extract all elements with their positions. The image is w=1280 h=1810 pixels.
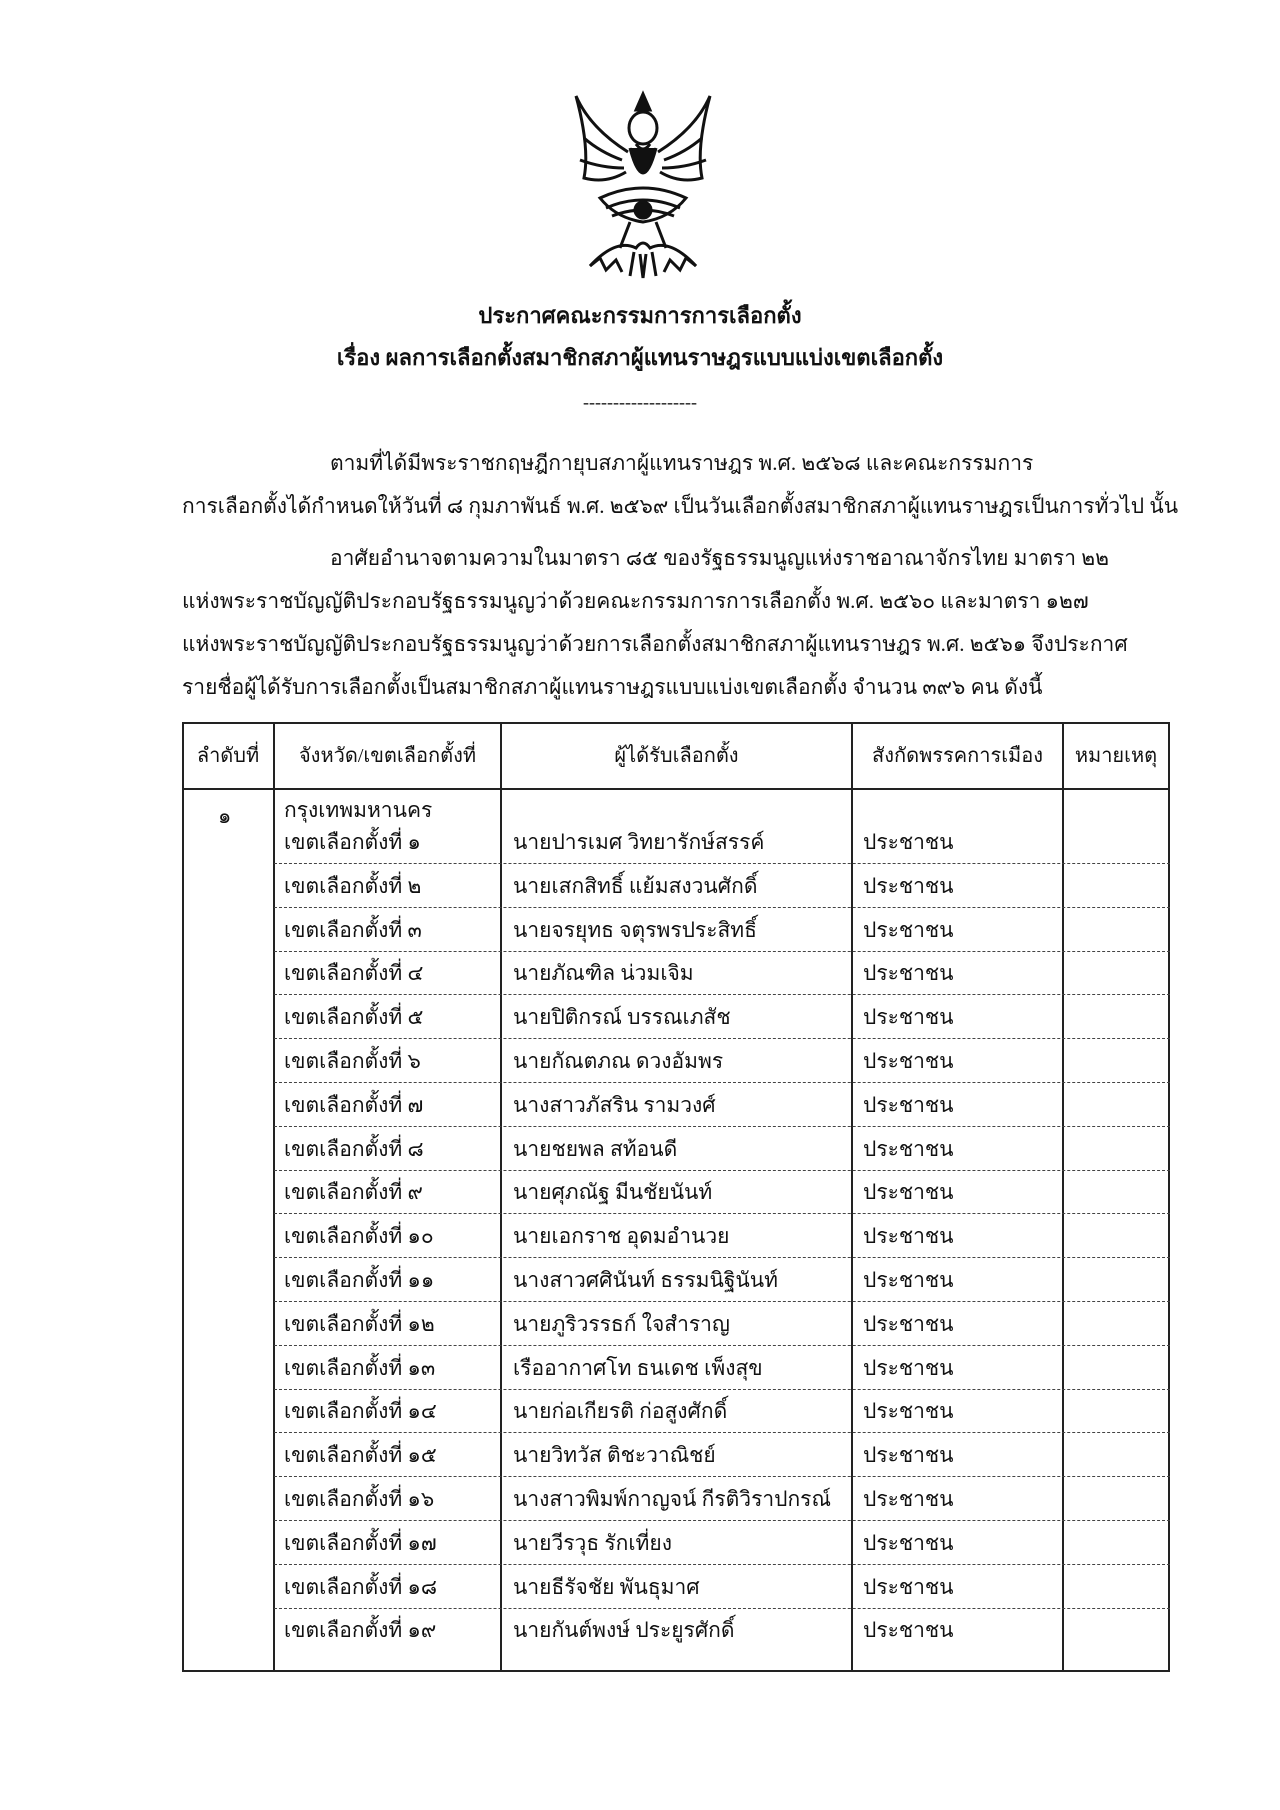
elected-name-cell: เรืออากาศโท ธนเดช เพ็งสุข	[513, 1355, 763, 1380]
district-cell: เขตเลือกตั้งที่ ๑๘	[284, 1574, 438, 1599]
row-separator	[274, 1082, 1170, 1083]
elected-name-cell: นายธีรัจชัย พันธุมาศ	[513, 1574, 700, 1599]
party-cell: ประชาชน	[863, 1530, 954, 1555]
elected-name-cell: นายชยพล สท้อนดี	[513, 1136, 678, 1161]
party-cell: ประชาชน	[863, 1049, 954, 1073]
elected-name-cell: นายศุภณัฐ มีนชัยนันท์	[513, 1180, 713, 1205]
elected-name-cell: นางสาวภัสริน รามวงศ์	[513, 1092, 716, 1117]
garuda-emblem	[570, 88, 716, 280]
row-separator	[274, 1564, 1170, 1565]
column-divider	[273, 722, 275, 1672]
table-left-border	[182, 722, 184, 1672]
column-divider	[1062, 722, 1064, 1672]
district-cell: เขตเลือกตั้งที่ ๖	[284, 1049, 421, 1073]
district-cell: เขตเลือกตั้งที่ ๑๖	[284, 1487, 435, 1511]
elected-name-cell: นายปารเมศ วิทยารักษ์สรรค์	[513, 830, 765, 854]
district-cell: เขตเลือกตั้งที่ ๑	[284, 830, 421, 854]
party-cell: ประชาชน	[863, 1574, 954, 1599]
party-cell: ประชาชน	[863, 1180, 954, 1205]
row-separator	[274, 1301, 1170, 1302]
column-divider	[500, 722, 502, 1672]
title-divider: -------------------	[583, 392, 697, 412]
district-cell: เขตเลือกตั้งที่ ๑๙	[284, 1618, 437, 1643]
header-district: จังหวัด/เขตเลือกตั้งที่	[298, 745, 477, 767]
elected-name-cell: นางสาวศศินันท์ ธรรมนิฐินันท์	[513, 1268, 778, 1292]
elected-name-cell: นายเสกสิทธิ์ แย้มสงวนศักดิ์	[513, 873, 758, 898]
elected-name-cell: นายวีรวุธ รักเที่ยง	[513, 1530, 672, 1555]
party-cell: ประชาชน	[863, 1092, 954, 1117]
row-separator	[274, 1520, 1170, 1521]
elected-name-cell: นายจรยุทธ จตุรพรประสิทธิ์	[513, 917, 757, 942]
party-cell: ประชาชน	[863, 1443, 954, 1468]
district-cell: เขตเลือกตั้งที่ ๓	[284, 917, 422, 942]
party-cell: ประชาชน	[863, 1136, 954, 1161]
district-cell: เขตเลือกตั้งที่ ๑๑	[284, 1268, 435, 1292]
row-separator	[274, 1476, 1170, 1477]
elected-name-cell: นายวิทวัส ติชะวาณิชย์	[513, 1443, 716, 1468]
paragraph-2-line-3: แห่งพระราชบัญญัติประกอบรัฐธรรมนูญว่าด้วยการเลือกตั้งสมาชิกสภาผู้แทนราษฎร พ.ศ. ๒๕๖๑ จึงประกาศ	[182, 632, 1128, 656]
elected-name-cell: นางสาวพิมพ์กาญจน์ กีรติวิราปกรณ์	[513, 1487, 831, 1511]
party-cell: ประชาชน	[863, 1268, 954, 1292]
district-cell: เขตเลือกตั้งที่ ๘	[284, 1136, 424, 1161]
row-separator	[274, 951, 1170, 952]
party-cell: ประชาชน	[863, 1224, 954, 1249]
announcement-title: ประกาศคณะกรรมการการเลือกตั้ง	[478, 303, 802, 328]
district-cell: เขตเลือกตั้งที่ ๑๒	[284, 1311, 435, 1336]
district-cell: เขตเลือกตั้งที่ ๑๐	[284, 1224, 434, 1249]
elected-name-cell: นายเอกราช อุดมอำนวย	[513, 1224, 730, 1249]
district-cell: เขตเลือกตั้งที่ ๙	[284, 1180, 423, 1205]
row-separator	[274, 1126, 1170, 1127]
elected-name-cell: นายกัณตภณ ดวงอัมพร	[513, 1049, 724, 1073]
table-header-border	[182, 788, 1170, 790]
row-separator	[274, 907, 1170, 908]
party-cell: ประชาชน	[863, 1311, 954, 1336]
row-separator	[274, 1345, 1170, 1346]
party-cell: ประชาชน	[863, 1399, 954, 1424]
paragraph-2-line-4: รายชื่อผู้ได้รับการเลือกตั้งเป็นสมาชิกสภาผู้แทนราษฎรแบบแบ่งเขตเลือกตั้ง จำนวน ๓๙๖ คน ดังนี้	[182, 675, 1043, 699]
row-separator	[274, 863, 1170, 864]
elected-name-cell: นายปิติกรณ์ บรรณเภสัช	[513, 1005, 731, 1030]
elected-name-cell: นายกันต์พงษ์ ประยูรศักดิ์	[513, 1618, 735, 1643]
party-cell: ประชาชน	[863, 830, 954, 854]
paragraph-1-line-1: ตามที่ได้มีพระราชกฤษฎีกายุบสภาผู้แทนราษฎร พ.ศ. ๒๕๖๘ และคณะกรรมการ	[330, 451, 1034, 475]
district-cell: เขตเลือกตั้งที่ ๑๗	[284, 1530, 437, 1555]
announcement-subject: เรื่อง ผลการเลือกตั้งสมาชิกสภาผู้แทนราษฎรแบบแบ่งเขตเลือกตั้ง	[336, 345, 944, 370]
party-cell: ประชาชน	[863, 1487, 954, 1511]
party-cell: ประชาชน	[863, 873, 954, 898]
district-cell: เขตเลือกตั้งที่ ๕	[284, 1005, 424, 1030]
seq-number: ๑	[218, 804, 232, 828]
district-cell: เขตเลือกตั้งที่ ๗	[284, 1092, 424, 1117]
header-remark: หมายเหตุ	[1074, 745, 1158, 767]
row-separator	[274, 994, 1170, 995]
elected-name-cell: นายก่อเกียรติ ก่อสูงศักดิ์	[513, 1399, 728, 1424]
party-cell: ประชาชน	[863, 1618, 954, 1643]
district-cell: เขตเลือกตั้งที่ ๑๓	[284, 1355, 436, 1380]
paragraph-2-line-2: แห่งพระราชบัญญัติประกอบรัฐธรรมนูญว่าด้วยคณะกรรมการการเลือกตั้ง พ.ศ. ๒๕๖๐ และมาตรา ๑๒๗	[182, 589, 1089, 613]
row-separator	[274, 1257, 1170, 1258]
column-divider	[851, 722, 853, 1672]
header-elected: ผู้ได้รับเลือกตั้ง	[614, 745, 739, 767]
elected-name-cell: นายภูริวรรธก์ ใจสำราญ	[513, 1311, 730, 1336]
row-separator	[274, 1389, 1170, 1390]
row-separator	[274, 1213, 1170, 1214]
row-separator	[274, 1432, 1170, 1433]
district-cell: เขตเลือกตั้งที่ ๑๔	[284, 1399, 437, 1424]
province-name: กรุงเทพมหานคร	[284, 798, 433, 822]
row-separator	[274, 1038, 1170, 1039]
table-bottom-border	[182, 1670, 1170, 1672]
header-party: สังกัดพรรคการเมือง	[872, 745, 1043, 767]
district-cell: เขตเลือกตั้งที่ ๒	[284, 873, 422, 898]
paragraph-2-line-1: อาศัยอำนาจตามความในมาตรา ๘๕ ของรัฐธรรมนูญแห่งราชอาณาจักรไทย มาตรา ๒๒	[330, 546, 1109, 570]
row-separator	[274, 1170, 1170, 1171]
row-separator	[274, 1608, 1170, 1609]
header-seq: ลำดับที่	[196, 745, 260, 767]
district-cell: เขตเลือกตั้งที่ ๔	[284, 961, 424, 986]
party-cell: ประชาชน	[863, 1355, 954, 1380]
results-table	[182, 722, 1170, 1672]
elected-name-cell: นายภัณฑิล น่วมเจิม	[513, 961, 694, 986]
paragraph-1-line-2: การเลือกตั้งได้กำหนดให้วันที่ ๘ กุมภาพันธ์ พ.ศ. ๒๕๖๙ เป็นวันเลือกตั้งสมาชิกสภาผู้แทนราษฎรเป็นการทั่วไป นั้น	[182, 494, 1179, 518]
party-cell: ประชาชน	[863, 1005, 954, 1030]
table-right-border	[1168, 722, 1170, 1672]
district-cell: เขตเลือกตั้งที่ ๑๕	[284, 1443, 437, 1468]
party-cell: ประชาชน	[863, 917, 954, 942]
party-cell: ประชาชน	[863, 961, 954, 986]
